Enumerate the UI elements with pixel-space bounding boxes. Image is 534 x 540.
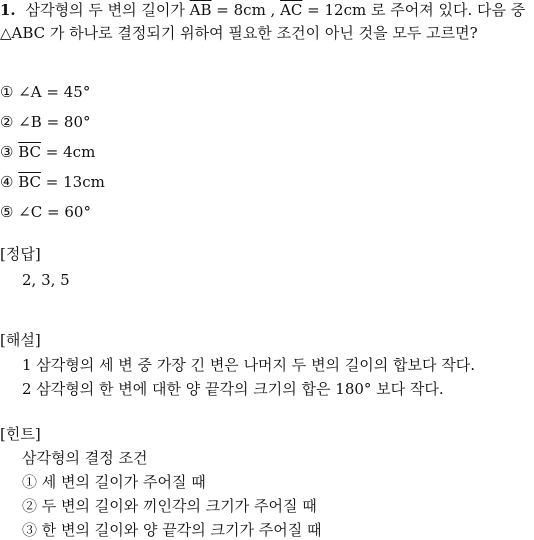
option-marker: ⑤ xyxy=(0,203,14,221)
option-text: = 13cm xyxy=(41,173,105,191)
hint-heading: [힌트] xyxy=(0,425,41,443)
hint-item-3: ③ 한 변의 길이와 양 끝각의 크기가 주어질 때 xyxy=(22,521,322,539)
explanation-line-2: 2 삼각형의 한 변에 대한 양 끝각의 크기의 합은 180° 보다 작다. xyxy=(22,380,444,398)
segment-ab: $\overline{AB}$ xyxy=(189,1,212,19)
answer-heading: [정답] xyxy=(0,245,41,263)
question-line-2: △ABC 가 하나로 결정되기 위하여 필요한 조건이 아닌 것을 모두 고르면? xyxy=(0,24,478,42)
question-text-b: = 8cm , xyxy=(211,1,281,19)
segment-ac: $\overline{AC}$ xyxy=(280,1,303,19)
question-number: 1. xyxy=(0,1,16,19)
option-text: ∠A = 45° xyxy=(18,83,91,101)
question-text-a: 삼각형의 두 변의 길이가 xyxy=(25,1,190,19)
option-marker: ② xyxy=(0,113,14,131)
segment-bc: $\overline{BC}$ xyxy=(18,173,42,191)
option-text: ∠B = 80° xyxy=(18,113,91,131)
option-4[interactable] xyxy=(0,172,105,192)
segment-bc: $\overline{BC}$ xyxy=(18,143,42,161)
explanation-line-1: 1 삼각형의 세 변 중 가장 긴 변은 나머지 두 변의 길이의 합보다 작다. xyxy=(22,356,476,374)
option-text: = 4cm xyxy=(41,143,96,161)
question-text-c: = 12cm 로 주어져 있다. 다음 중 xyxy=(302,1,526,19)
hint-title: 삼각형의 결정 조건 xyxy=(22,449,148,467)
option-marker: ① xyxy=(0,83,14,101)
option-5[interactable] xyxy=(0,202,91,222)
option-marker: ③ xyxy=(0,143,14,161)
option-2[interactable] xyxy=(0,112,91,132)
answer-value: 2, 3, 5 xyxy=(22,271,70,289)
question-line-1 xyxy=(0,0,525,20)
option-3[interactable] xyxy=(0,142,95,162)
hint-item-1: ① 세 변의 길이가 주어질 때 xyxy=(22,473,206,491)
explanation-heading: [해설] xyxy=(0,331,41,349)
option-marker: ④ xyxy=(0,173,14,191)
option-1[interactable] xyxy=(0,82,90,102)
hint-item-2: ② 두 변의 길이와 끼인각의 크기가 주어질 때 xyxy=(22,497,317,515)
option-text: ∠C = 60° xyxy=(18,203,91,221)
